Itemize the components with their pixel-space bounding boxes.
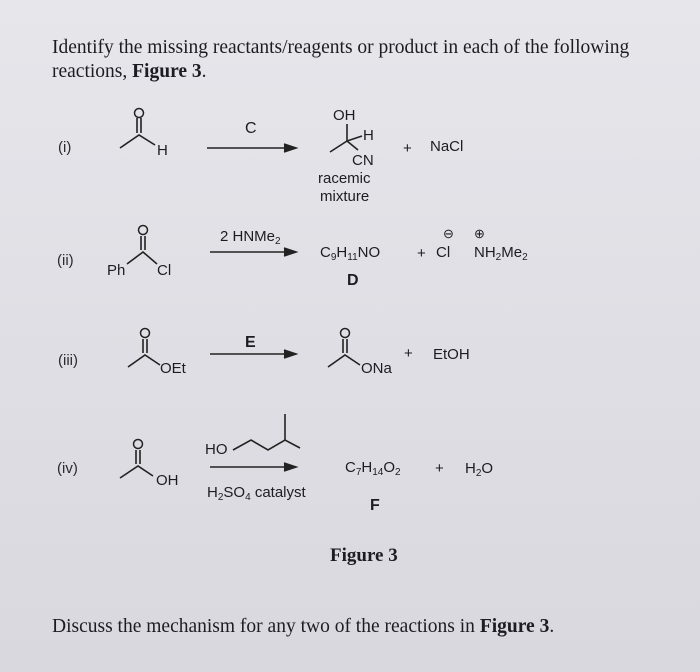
product-cn-label: CN [352,152,374,169]
dimethylammonium-ion: $NH_2Me_2$ [474,244,528,263]
reaction-label-i: (i) [58,139,72,156]
product-ona-label: ONa [361,360,392,377]
reactant-ph-label: Ph [107,262,126,279]
arrow-r1 [207,144,296,152]
byproduct-water: $H_2O$ [465,460,494,479]
product-oh-label: OH [333,107,356,124]
plus-sign-r3: + [404,345,413,362]
question-footer: Discuss the mechanism for any two of the reactions in Figure 3. [52,616,555,637]
acid-chloride-structure [127,226,157,265]
byproduct-etoh: EtOH [433,346,470,363]
acetaldehyde-structure [120,109,155,149]
sodium-acetate-structure [328,329,360,368]
product-formula-f: $C_7H_{14}O_2$ [345,459,401,478]
catalyst-sulfuric-acid: $H_2SO_4$ catalyst [207,484,306,503]
mixture-note: mixture [320,188,370,205]
reactant-oet-label: OEt [160,360,186,377]
isopentyl-alcohol-structure [233,414,300,450]
product-letter-f: F [370,497,380,514]
cyanohydrin-structure [330,124,362,152]
reagent-dimethylamine: 2 HNMe$_2$ [220,228,281,247]
alcohol-ho-label: HO [205,441,228,458]
figure-reference: Figure 3 [132,61,202,82]
reactant-oh-label: OH [156,472,179,489]
positive-charge-icon: ⊕ [474,226,485,241]
reactant-aldehyde-h: H [157,142,168,159]
ethyl-acetate-structure [128,329,160,368]
product-formula-d: $C_9H_{11}NO$ [320,244,381,263]
reactant-cl-label: Cl [157,262,172,279]
chloride-ion: Cl [436,244,451,261]
acetic-acid-structure [120,440,153,479]
reaction-label-iii: (iii) [58,352,78,369]
plus-sign-r2: + [417,245,426,262]
reaction-label-iv: (iv) [57,460,78,477]
arrow-r4 [210,463,296,471]
arrow-r2 [210,248,296,256]
product-h-label: H [363,127,374,144]
product-letter-d: D [347,272,359,289]
racemic-note: racemic [318,170,371,187]
plus-sign-r1: + [403,140,412,157]
question-intro: Identify the missing reactants/reagents or product in each of the following reactions, Figure 3. [52,37,630,82]
negative-charge-icon: ⊖ [443,226,454,241]
reagent-c: C [245,120,257,137]
plus-sign-r4: + [435,460,444,477]
reaction-label-ii: (ii) [57,252,74,269]
figure-caption: Figure 3 [330,545,398,566]
reagent-e: E [245,334,256,351]
byproduct-nacl: NaCl [430,138,464,155]
